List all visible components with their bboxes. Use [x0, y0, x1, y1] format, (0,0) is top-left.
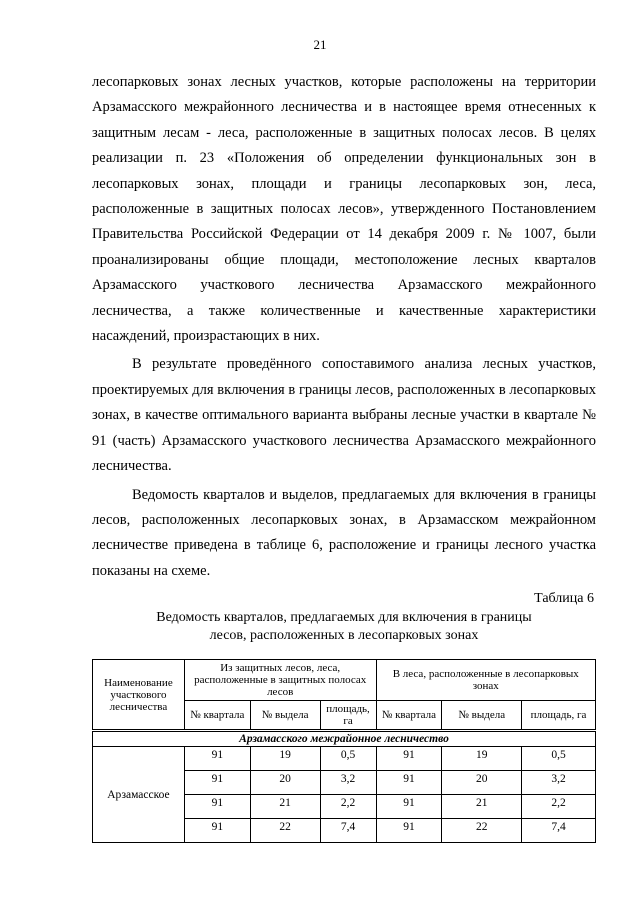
- cell-vydel-from: 22: [250, 819, 320, 843]
- cell-area-from: 7,4: [320, 819, 376, 843]
- cell-kvartal-to: 91: [376, 747, 442, 771]
- table-caption-line-2: лесов, расположенных в лесопарковых зонах: [209, 628, 479, 643]
- cell-vydel-from: 20: [250, 771, 320, 795]
- cell-kvartal-from: 91: [184, 795, 250, 819]
- cell-area-to: 3,2: [522, 771, 596, 795]
- header-kvartal-from: № квартала: [184, 701, 250, 731]
- cell-area-from: 0,5: [320, 747, 376, 771]
- header-kvartal-to: № квартала: [376, 701, 442, 731]
- cell-area-to: 2,2: [522, 795, 596, 819]
- body-text: [92, 70, 596, 584]
- cell-vydel-to: 22: [442, 819, 522, 843]
- header-forestry-name: Наименование участкового лесничества: [93, 660, 185, 731]
- table-label: Таблица 6: [534, 591, 594, 606]
- cell-area-to: 7,4: [522, 819, 596, 843]
- cell-kvartal-to: 91: [376, 771, 442, 795]
- header-area-from: площадь, га: [320, 701, 376, 731]
- paragraph-2: В результате проведённого сопоставимого анализа лесных участков, проектируемых для включения в границы лесов, расположенных в лесопарковых зонах, в качестве оптимального варианта выбраны лесные участки в квартале № 91 (часть) Арзамасского участкового лесничества Арзамасского межрайонного лесничества.: [92, 356, 596, 475]
- table-caption-line-1: Ведомость кварталов, предлагаемых для включения в границы: [156, 610, 532, 625]
- cell-vydel-to: 20: [442, 771, 522, 795]
- group-forestry-title: Арзамасского межрайонное лесничество: [93, 731, 596, 747]
- cell-vydel-to: 21: [442, 795, 522, 819]
- table-group-row: [93, 731, 596, 747]
- cell-vydel-from: 21: [250, 795, 320, 819]
- cell-vydel-from: 19: [250, 747, 320, 771]
- page-number: 21: [313, 37, 327, 52]
- header-to-parkland: В леса, расположенные в лесопарковых зонах: [376, 660, 596, 701]
- table-caption: [92, 609, 596, 645]
- cell-vydel-to: 19: [442, 747, 522, 771]
- paragraph-1: лесопарковых зонах лесных участков, которые расположены на территории Арзамасского межрайонного лесничества и в настоящее время отнесенных к защитным лесам - леса, расположенные в защитных полосах лесов. В целях реализации п. 23 «Положения об определении функциональных зон в лесопарковых зонах, площади и границы лесопарковых зон, леса, расположенные в защитных полосах лесов», утвержденного Постановлением Правительства Российской Федерации от 14 декабря 2009 г. № 1007, были проанализированы общие площади, местоположение лесных кварталов Арзамасского участкового лесничества Арзамасского межрайонного лесничества, а также количественные и качественные характеристики насаждений, произрастающих в них.: [92, 74, 596, 345]
- cell-kvartal-from: 91: [184, 771, 250, 795]
- table-header-row: [93, 660, 596, 701]
- table-row: [93, 747, 596, 771]
- header-vydel-from: № выдела: [250, 701, 320, 731]
- header-area-to: площадь, га: [522, 701, 596, 731]
- forestry-name-cell: Арзамасское: [93, 747, 185, 843]
- cell-kvartal-to: 91: [376, 819, 442, 843]
- paragraph-3: Ведомость кварталов и выделов, предлагаемых для включения в границы лесов, расположенных лесопарковых зонах, в Арзамасском межрайонном лесничестве приведена в таблице 6, расположение и границы лесного участка показаны на схеме.: [92, 486, 596, 579]
- cell-area-to: 0,5: [522, 747, 596, 771]
- cell-kvartal-from: 91: [184, 747, 250, 771]
- cell-kvartal-to: 91: [376, 795, 442, 819]
- cell-area-from: 3,2: [320, 771, 376, 795]
- cell-kvartal-from: 91: [184, 819, 250, 843]
- quarters-table: [92, 659, 596, 843]
- cell-area-from: 2,2: [320, 795, 376, 819]
- header-vydel-to: № выдела: [442, 701, 522, 731]
- header-from-protective: Из защитных лесов, леса, расположенные в защитных полосах лесов: [184, 660, 376, 701]
